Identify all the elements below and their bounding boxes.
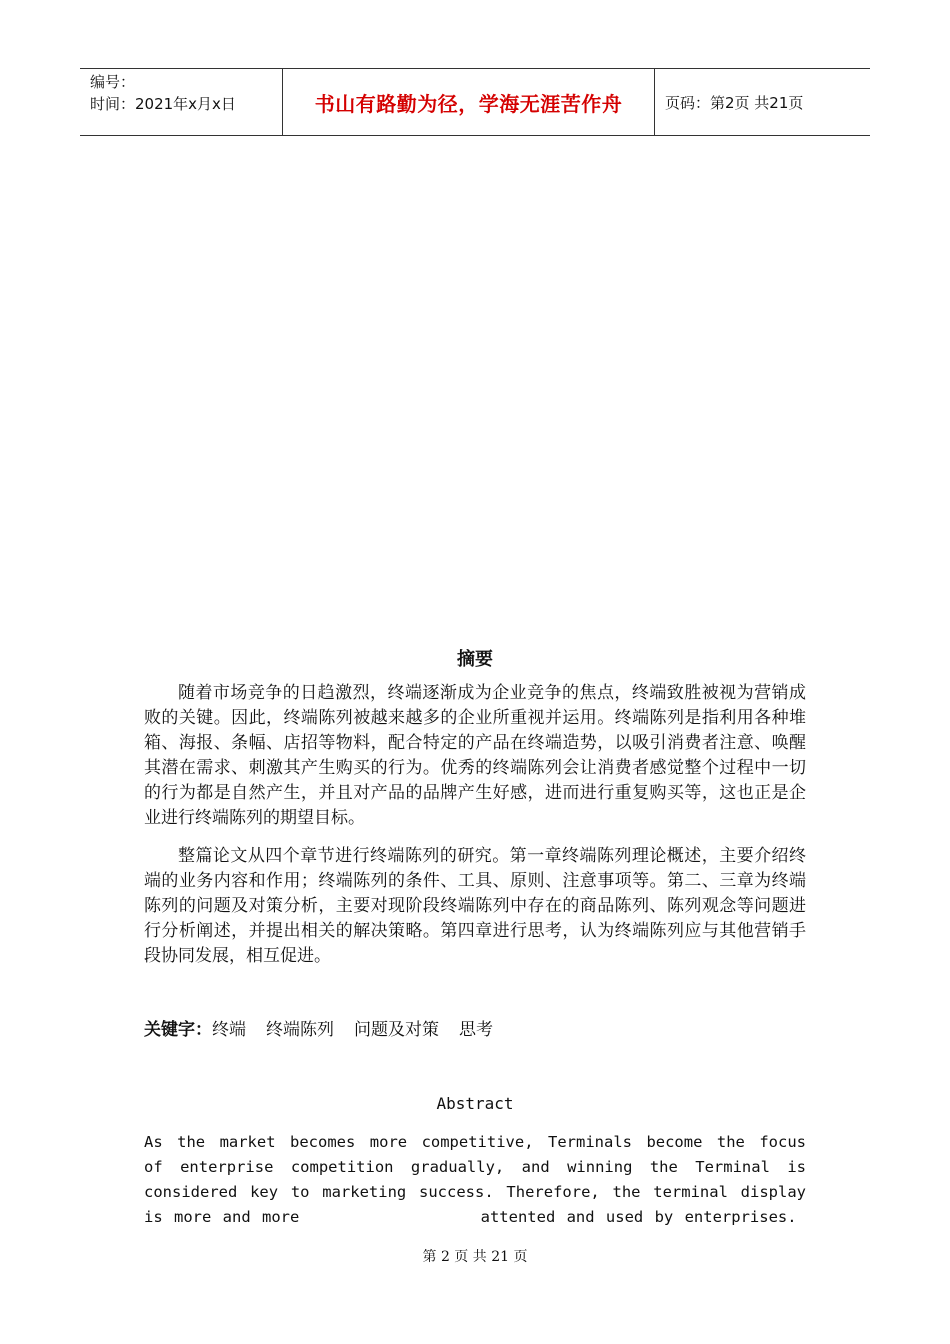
page-footer: 第 2 页 共 21 页 [422, 1249, 528, 1265]
keyword: 思考 [459, 1020, 493, 1040]
keyword: 问题及对策 [354, 1020, 439, 1040]
header-meta [80, 69, 282, 135]
abstract-cn-paragraph-2: 整篇论文从四个章节进行终端陈列的研究。第一章终端陈列理论概述，主要介绍终端的业务内容和作用；终端陈列的条件、工具、原则、注意事项等。第二、三章为终端陈列的问题及对策分析，主要对现阶段终端陈列中存在的商品陈列、陈列观念等问题进行分析阐述，并提出相关的解决策略。第四章进行思考，认为终端陈列应与其他营销手段协同发展，相互促进。 [144, 846, 806, 966]
page-header [80, 68, 870, 136]
keywords-label: 关键字： [144, 1020, 212, 1040]
keyword: 终端陈列 [266, 1020, 334, 1040]
abstract-en-title: Abstract [436, 1094, 514, 1113]
header-motto-cell [282, 69, 655, 135]
keyword: 终端 [212, 1020, 246, 1040]
motto-text: 书山有路勤为径，学海无涯苦作舟 [314, 91, 623, 116]
keywords-line [144, 1018, 513, 1043]
time-label: 时间：2021年x月x日 [90, 95, 236, 113]
number-label: 编号： [90, 73, 136, 91]
page-info-text: 页码：第2页 共21页 [665, 93, 804, 112]
abstract-en-body: As the market becomes more competitive, Terminals become the focus of enterprise competition gradually, and winning the Terminal is considered key to marketing success. Therefore, the terminal display is more and more attented and used by enterprises. [144, 1133, 818, 1226]
abstract-cn-paragraph-1: 随着市场竞争的日趋激烈，终端逐渐成为企业竞争的焦点，终端致胜被视为营销成败的关键。因此，终端陈列被越来越多的企业所重视并运用。终端陈列是指利用各种堆箱、海报、条幅、店招等物料，配合特定的产品在终端造势，以吸引消费者注意、唤醒其潜在需求、刺激其产生购买的行为。优秀的终端陈列会让消费者感觉整个过程中一切的行为都是自然产生，并且对产品的品牌产生好感，进而进行重复购买等，这也正是企业进行终端陈列的期望目标。 [144, 683, 806, 828]
header-page-info [655, 69, 870, 135]
abstract-cn-title: 摘要 [457, 649, 493, 670]
